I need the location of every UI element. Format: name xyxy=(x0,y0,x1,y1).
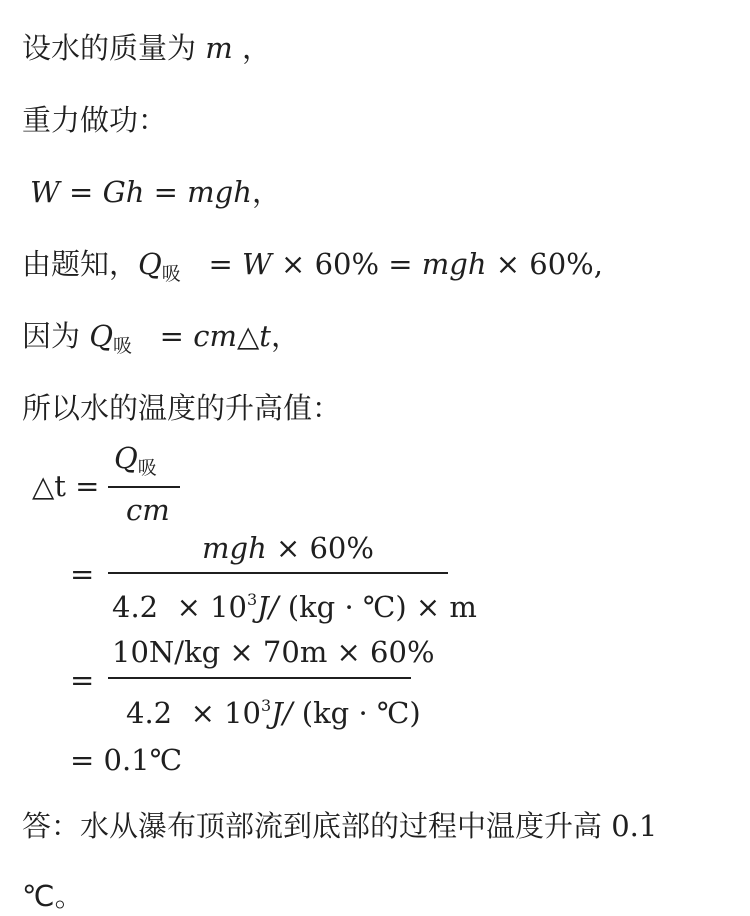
frac3-bar xyxy=(108,677,411,679)
known-label: 由题知， xyxy=(22,247,139,281)
eq-sign-3: = xyxy=(70,663,95,697)
var-m: m xyxy=(187,175,215,209)
intro-line xyxy=(22,28,271,68)
frac1-denominator: cm xyxy=(126,493,170,527)
because-rhs: = cm△t， xyxy=(141,319,300,353)
frac1-bar xyxy=(108,486,180,488)
frac2-numerator: mgh × 60% xyxy=(202,531,374,565)
answer-unit: ℃。 xyxy=(22,879,84,913)
final-result: = 0.1℃ xyxy=(70,743,183,777)
eq-sign-2: = xyxy=(70,557,95,591)
gravity-work-label: 重力做功： xyxy=(22,103,168,137)
result-label: 所以水的温度的升高值： xyxy=(22,391,342,425)
answer-value: 0.1 xyxy=(611,809,658,843)
frac2-bar xyxy=(108,572,448,574)
delta-t-lhs: △t = xyxy=(32,469,100,503)
subscript-absorb: 吸 xyxy=(113,335,133,357)
because-line xyxy=(22,316,300,366)
var-g: g xyxy=(214,175,234,209)
intro-text: 设水的质量为 xyxy=(22,31,197,65)
var-W: W xyxy=(30,175,60,209)
mass-var: m xyxy=(205,31,233,65)
answer-text: 答：水从瀑布顶部流到底部的过程中温度升高 xyxy=(22,809,603,843)
known-line xyxy=(22,244,603,294)
var-G: G xyxy=(102,175,126,209)
work-equation xyxy=(30,172,281,212)
frac3-numerator: 10N/kg × 70m × 60% xyxy=(112,635,435,669)
intro-comma: ， xyxy=(241,31,271,65)
frac1-numerator: $Q_吸$ xyxy=(114,441,157,479)
var-h: h xyxy=(233,175,252,209)
frac3-denominator: $4.2 \times 10^3J/$ (kg · ℃) xyxy=(126,696,421,730)
known-rhs: = W × 60% = mgh × 60%, xyxy=(190,247,603,281)
subscript-absorb: 吸 xyxy=(161,263,181,285)
frac2-denominator: $4.2 \times 10^3J/$ (kg · ℃) × m xyxy=(112,590,477,624)
comma: ， xyxy=(251,175,281,209)
because-label: 因为 xyxy=(22,319,81,353)
eq-sign: = xyxy=(153,175,188,209)
var-Q: Q xyxy=(138,247,162,281)
var-h: h xyxy=(125,175,145,209)
answer-line xyxy=(22,806,657,846)
eq-sign: = xyxy=(69,175,103,209)
var-Q: Q xyxy=(89,319,114,353)
